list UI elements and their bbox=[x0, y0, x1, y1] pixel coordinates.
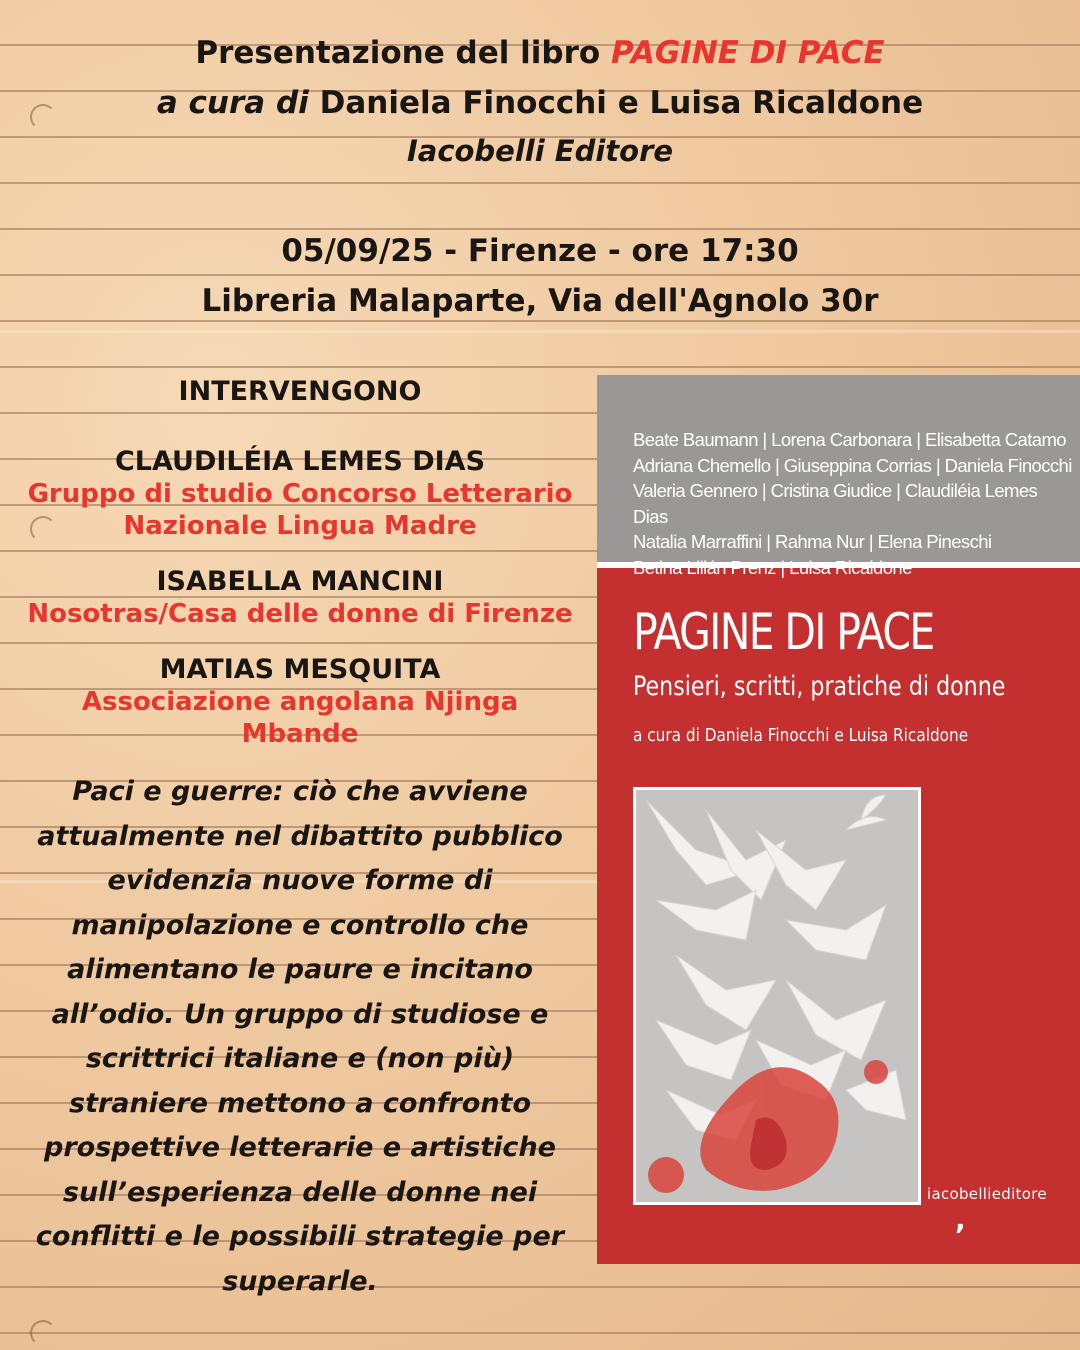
book-description bbox=[24, 770, 576, 1304]
description-line: evidenzia nuove forme di bbox=[107, 865, 493, 896]
cover-authors bbox=[633, 427, 1073, 580]
cover-author-line: Natalia Marraffini | Rahma Nur | Elena Pineschi bbox=[633, 531, 992, 552]
description-line: scrittrici italiane e (non più) bbox=[85, 1043, 515, 1074]
event-datetime: 05/09/25 - Firenze - ore 17:30 bbox=[281, 233, 799, 269]
cover-editors: a cura di Daniela Finocchi e Luisa Ricaldone bbox=[633, 725, 969, 746]
description-line: straniere mettono a confronto bbox=[69, 1087, 531, 1119]
cover-authors-band bbox=[597, 375, 1080, 568]
paper-crease bbox=[0, 330, 1080, 333]
event-header bbox=[0, 28, 1080, 174]
speaker-name: ISABELLA MANCINI bbox=[156, 566, 444, 597]
cover-divider bbox=[597, 562, 1080, 568]
curators-names: Daniela Finocchi e Luisa Ricaldone bbox=[308, 85, 924, 121]
speaker-affiliation: Nosotras/Casa delle donne di Firenze bbox=[27, 599, 573, 629]
publisher-comma-logo-icon: , bbox=[955, 1203, 966, 1236]
cover-publisher: iacobellieditore bbox=[927, 1185, 1047, 1203]
header-prefix: Presentazione del libro bbox=[195, 35, 611, 71]
description-line: conflitti e le possibili strategie per bbox=[35, 1221, 565, 1252]
speakers-column bbox=[0, 372, 600, 1304]
speaker-name: CLAUDILÉIA LEMES DIAS bbox=[114, 446, 486, 477]
paper-birds-illustration-icon bbox=[633, 787, 921, 1205]
cover-subtitle: Pensieri, scritti, pratiche di donne bbox=[633, 671, 1006, 702]
cover-author-line: Beate Baumann | Lorena Carbonara | Elisabetta Catamo bbox=[633, 429, 1066, 450]
description-line: prospettive letterarie e artistiche bbox=[44, 1132, 556, 1163]
birds-art-icon bbox=[636, 790, 918, 1202]
description-line: all’odio. Un gruppo di studiose e bbox=[51, 998, 549, 1030]
description-line: manipolazione e controllo che bbox=[71, 909, 529, 941]
event-details bbox=[0, 226, 1080, 326]
speaker-name: MATIAS MESQUITA bbox=[159, 654, 441, 685]
paper-hole-icon bbox=[30, 1320, 56, 1346]
description-line: alimentano le paure e incitano bbox=[67, 954, 533, 985]
speaker-block bbox=[0, 446, 600, 542]
speaker-block bbox=[0, 654, 600, 750]
event-venue: Libreria Malaparte, Via dell'Agnolo 30r bbox=[201, 283, 879, 319]
description-line: superarle. bbox=[222, 1265, 378, 1297]
speakers-title: INTERVENGONO bbox=[178, 376, 422, 407]
description-line: attualmente nel dibattito pubblico bbox=[37, 820, 563, 852]
description-line: sull’esperienza delle donne nei bbox=[62, 1176, 538, 1208]
curators-label: a cura di bbox=[156, 85, 309, 121]
header-line-1 bbox=[0, 28, 1080, 78]
speaker-affiliation: Mbande bbox=[241, 719, 359, 749]
publisher-line: Iacobelli Editore bbox=[406, 134, 674, 168]
speaker-affiliation: Nazionale Lingua Madre bbox=[123, 511, 477, 541]
speaker-affiliation: Associazione angolana Njinga bbox=[81, 687, 519, 717]
book-title: PAGINE DI PACE bbox=[610, 35, 885, 71]
cover-author-line: Valeria Gennero | Cristina Giudice | Claudiléia Lemes Dias bbox=[633, 480, 1038, 527]
cover-title: PAGINE DI PACE bbox=[633, 603, 934, 661]
speaker-affiliation: Gruppo di studio Concorso Letterario bbox=[27, 479, 573, 509]
book-cover bbox=[597, 375, 1080, 1264]
speaker-block bbox=[0, 566, 600, 630]
cover-author-line: Adriana Chemello | Giuseppina Corrias | Daniela Finocchi bbox=[633, 454, 1072, 476]
description-line: Paci e guerre: ciò che avviene bbox=[72, 776, 528, 807]
header-line-2 bbox=[0, 78, 1080, 128]
